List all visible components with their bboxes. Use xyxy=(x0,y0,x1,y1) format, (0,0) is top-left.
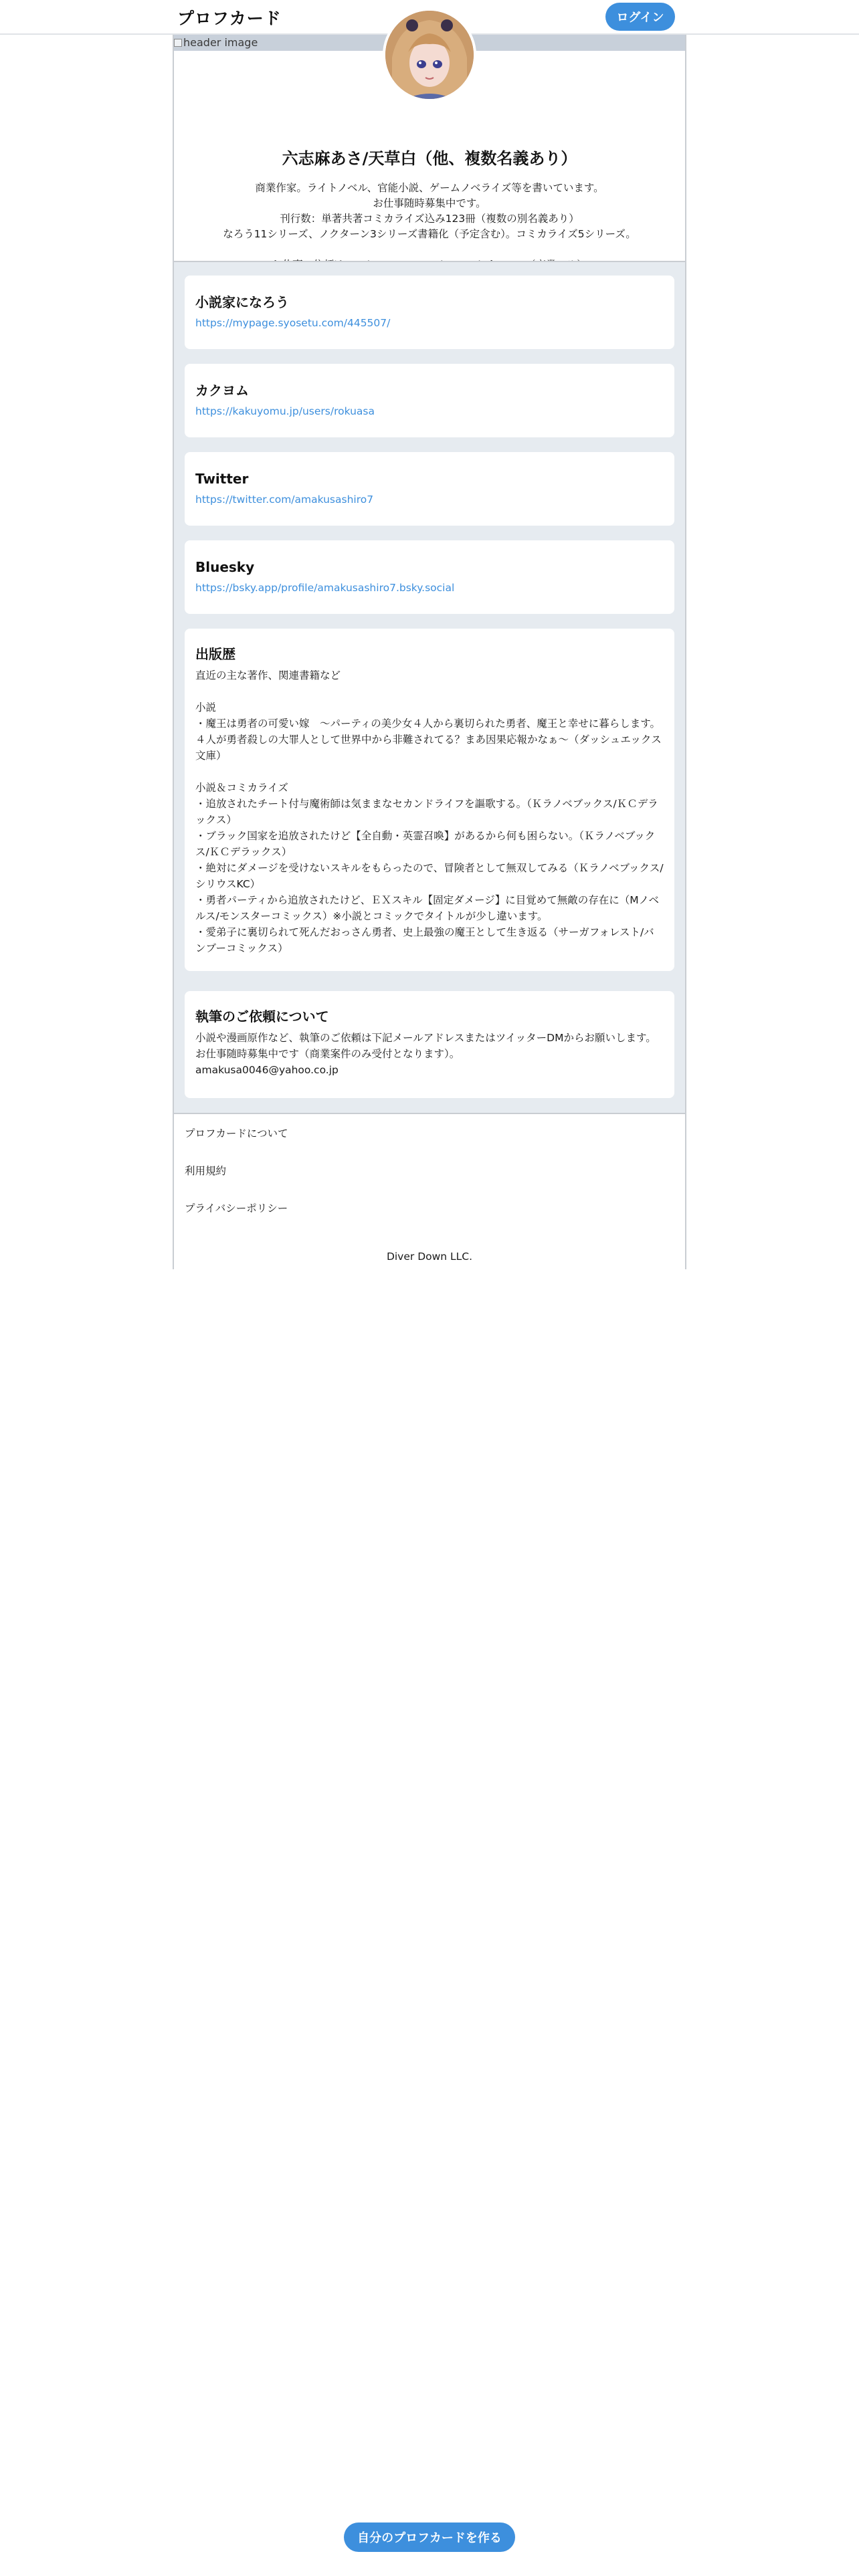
footer-link-about[interactable]: プロフカードについて xyxy=(185,1128,288,1140)
card-link[interactable]: https://mypage.syosetu.com/445507/ xyxy=(195,317,391,329)
broken-image-icon xyxy=(174,39,182,47)
link-card[interactable] xyxy=(185,452,674,526)
card-link[interactable]: https://twitter.com/amakusashiro7 xyxy=(195,494,374,506)
card-title: カクヨム xyxy=(195,383,249,399)
site-logo[interactable]: プロフカード xyxy=(177,9,282,28)
card-link[interactable]: https://kakuyomu.jp/users/rokuasa xyxy=(195,405,375,417)
link-card[interactable] xyxy=(185,540,674,614)
card-title: 出版歴 xyxy=(195,646,235,662)
publications-text: 直近の主な著作、関連書籍など 小説 ・魔王は勇者の可愛い嫁 〜パーティの美少女４人から裏切られた勇者、魔王と幸せに暮らします。４人が勇者殺しの大罪人として世界中から非難されてる？まあ因果応報かなぁ〜（ダッシュエックス文庫） 小説＆コミカライズ ・追放されたチート付与魔術師は気ままなセカンドライフを謳歌する。（Ｋラノベブックス/ＫＣデラックス） ・ブラック国家を追放されたけど【全自動・英霊召喚】があるから何も困らない。（Ｋラノベブックス/ＫＣデラックス） ・絶対にダメージを受けないスキルをもらったので、冒険者として無双してみる（Ｋラノベブックス/シリウスKC） ・勇者パーティから追放されたけど、ＥＸスキル【固定ダメージ】に目覚めて無敵の存在に（Mノベルス/モンスターコミックス）※小説とコミックでタイトルが少し違います。 ・愛弟子に裏切られて死んだおっさん勇者、史上最強の魔王として生き返る（サーガフォレスト/バンブーコミックス） xyxy=(195,669,664,954)
profile-card-column xyxy=(173,35,686,1269)
footer-link-terms[interactable]: 利用規約 xyxy=(185,1165,227,1177)
links-section xyxy=(174,261,685,1114)
card-title: Bluesky xyxy=(195,559,255,575)
card-link[interactable]: https://bsky.app/profile/amakusashiro7.bsky.social xyxy=(195,582,455,594)
profile-bio: 商業作家。ライトノベル、官能小説、ゲームノベライズ等を書いています。 お仕事随時募集中です。 刊行数：単著共著コミカライズ込み123冊（複数の別名義あり） なろう11シリーズ、ノクターン3シリーズ書籍化（予定含む）。コミカライズ5シリーズ。 xyxy=(223,182,636,240)
link-card[interactable] xyxy=(185,364,674,437)
requests-card xyxy=(185,991,674,1098)
profile-name: 六志麻あさ/天草白（他、複数名義あり） xyxy=(282,149,577,168)
company-name: Diver Down LLC. xyxy=(386,1251,473,1263)
header-image-alt: header image xyxy=(183,36,258,49)
login-button[interactable]: ログイン xyxy=(605,3,675,31)
avatar xyxy=(383,8,476,102)
publications-card xyxy=(185,629,674,971)
link-card[interactable] xyxy=(185,276,674,349)
card-title: Twitter xyxy=(195,471,249,487)
create-profile-card-button[interactable]: 自分のプロフカードを作る xyxy=(344,2523,515,2552)
card-title: 小説家になろう xyxy=(195,294,289,310)
footer-link-privacy[interactable]: プライバシーポリシー xyxy=(185,1202,288,1214)
requests-text: 小説や漫画原作など、執筆のご依頼は下記メールアドレスまたはツイッターDMからお願いします。お仕事随時募集中です（商業案件のみ受付となります）。 amakusa0046@yahoo.co.jp xyxy=(195,1032,656,1076)
card-title: 執筆のご依頼について xyxy=(195,1008,329,1025)
